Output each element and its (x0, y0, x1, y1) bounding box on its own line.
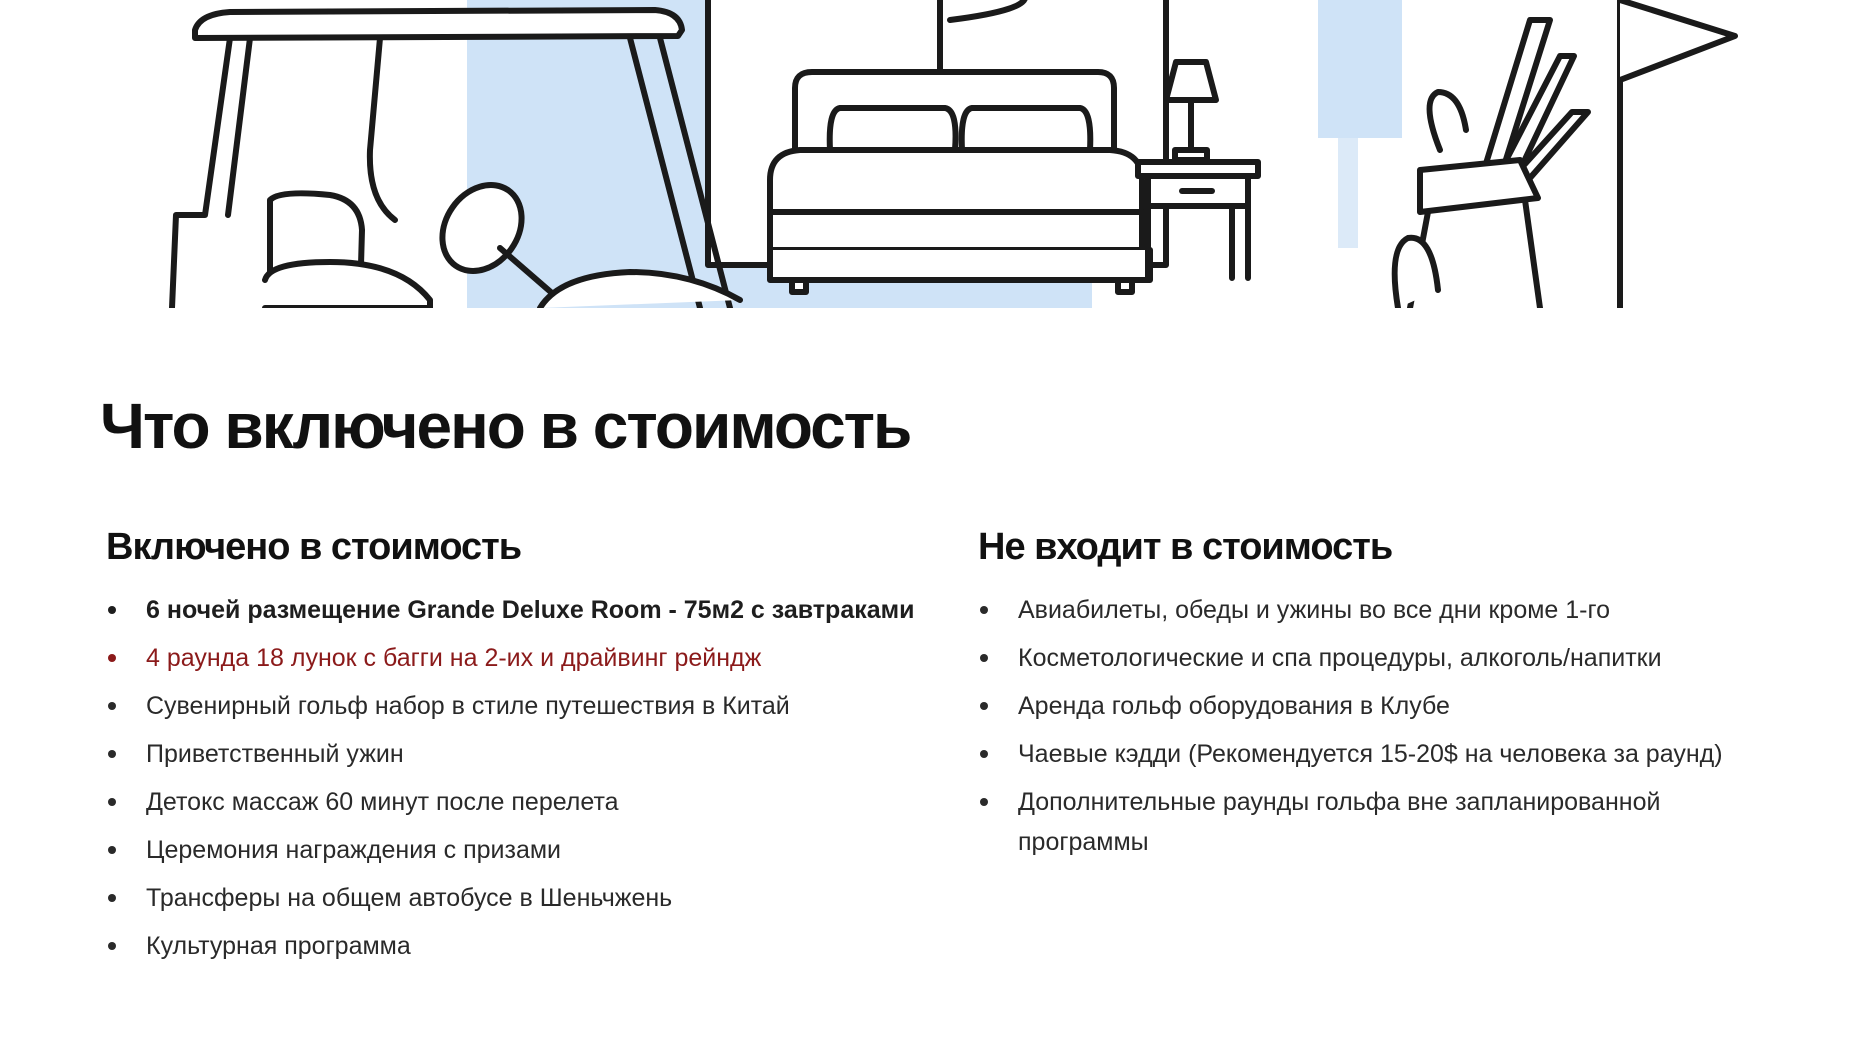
list-item: Трансферы на общем автобусе в Шеньчжень (106, 878, 946, 918)
excluded-section (978, 522, 1778, 870)
included-section (106, 522, 946, 974)
window-pane-right (1318, 0, 1402, 138)
list-item: Культурная программа (106, 926, 946, 966)
list-item: Детокс массаж 60 минут после перелета (106, 782, 946, 822)
table-lamp-icon (1166, 62, 1216, 160)
list-item: Церемония награждения с призами (106, 830, 946, 870)
list-item: Приветственный ужин (106, 734, 946, 774)
list-item: 6 ночей размещение Grande Deluxe Room - 75м2 с завтраками (106, 590, 946, 630)
list-item: Дополнительные раунды гольфа вне запланированной программы (978, 782, 1778, 862)
page-title: Что включено в стоимость (100, 390, 911, 462)
window-strip (1338, 138, 1358, 248)
list-item: 4 раунда 18 лунок с багги на 2-их и драйвинг рейндж (106, 638, 946, 678)
list-item: Чаевые кэдди (Рекомендуется 15-20$ на человека за раунд) (978, 734, 1778, 774)
hero-drawing (0, 0, 1875, 308)
golf-bag-icon (1395, 20, 1588, 308)
hero-illustration (0, 0, 1875, 308)
included-heading: Включено в стоимость (106, 526, 522, 568)
list-item: Сувенирный гольф набор в стиле путешествия в Китай (106, 686, 946, 726)
list-item: Авиабилеты, обеды и ужины во все дни кроме 1-го (978, 590, 1778, 630)
excluded-heading: Не входит в стоимость (978, 526, 1393, 568)
list-item: Аренда гольф оборудования в Клубе (978, 686, 1778, 726)
excluded-list (978, 590, 1778, 862)
included-list (106, 590, 946, 966)
hotel-bed-icon (770, 72, 1150, 292)
golf-flag-icon (1620, 0, 1735, 308)
list-item: Косметологические и спа процедуры, алкоголь/напитки (978, 638, 1778, 678)
